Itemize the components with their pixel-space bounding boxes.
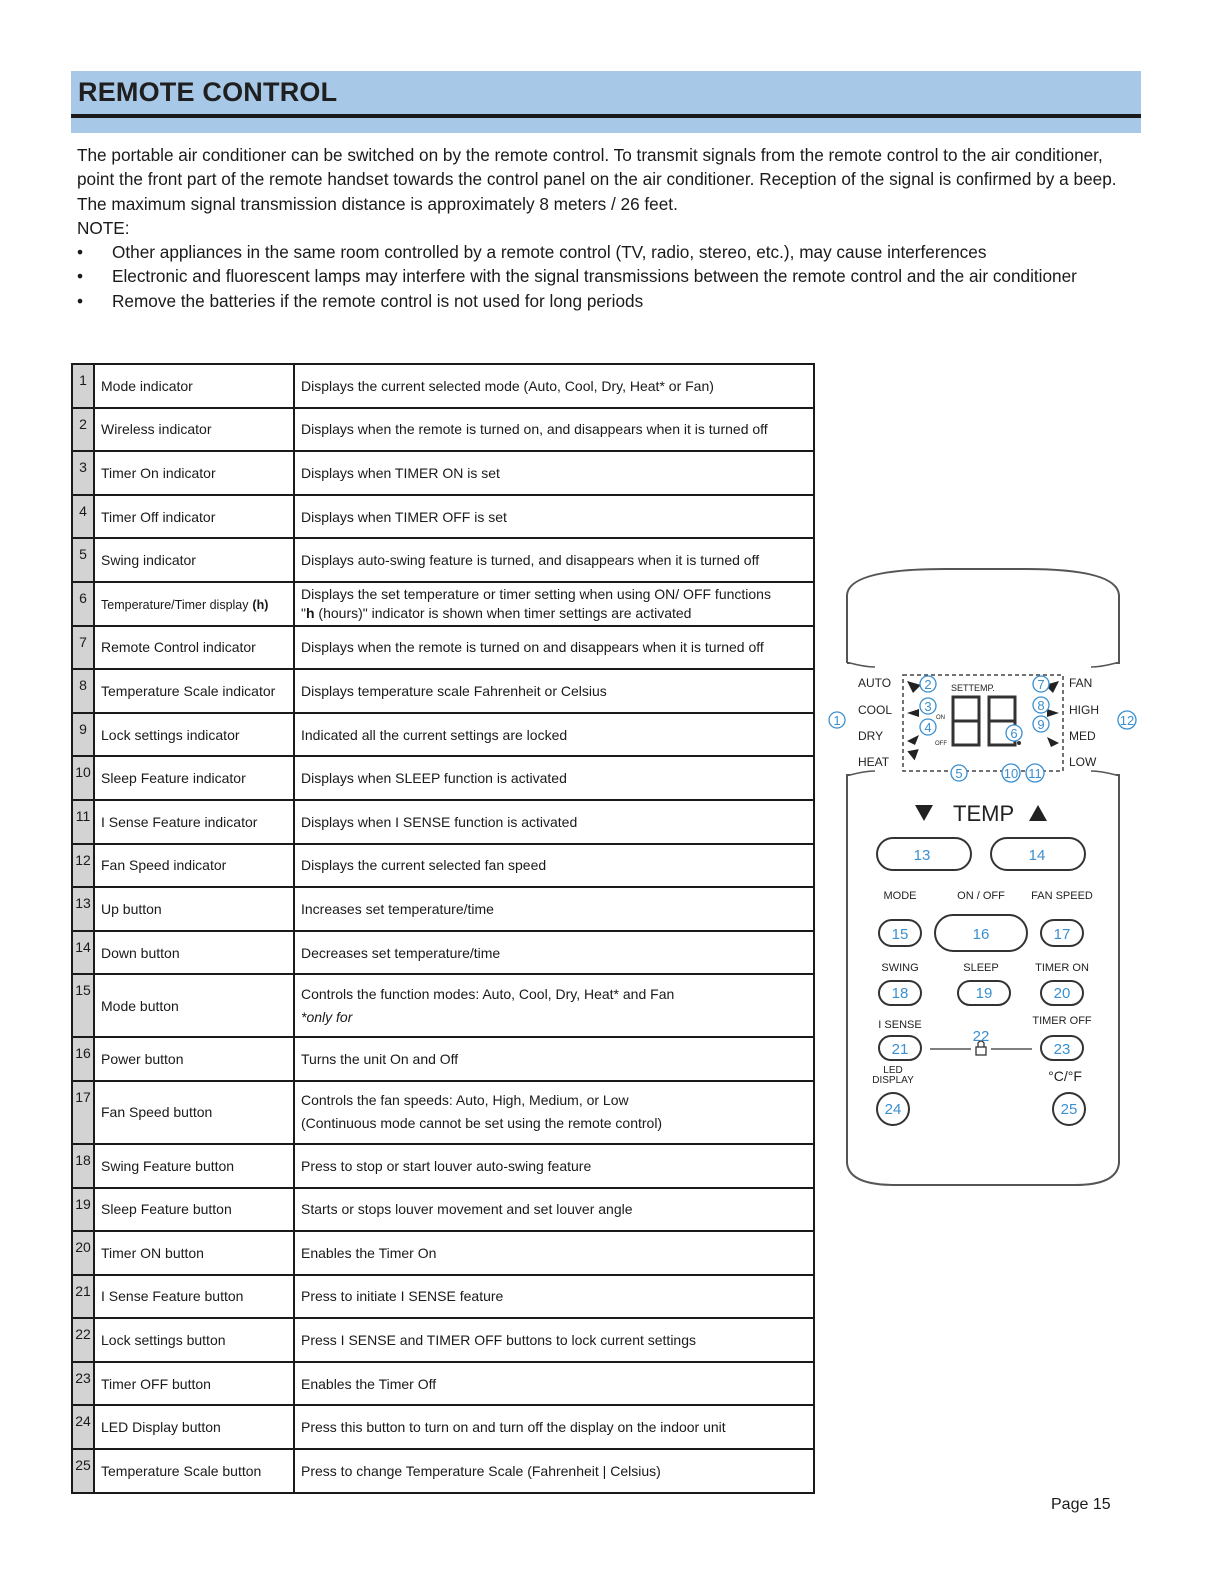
temp-down-arrow-icon xyxy=(915,805,933,821)
row-description xyxy=(294,1318,814,1362)
row-name: Swing Feature button xyxy=(94,1144,294,1188)
callout-13: 13 xyxy=(913,847,931,864)
fanspeed-button-label: FAN SPEED xyxy=(1031,890,1093,902)
speed-high: HIGH xyxy=(1069,703,1099,717)
callout-1: 1 xyxy=(833,713,841,728)
intro-paragraph: The portable air conditioner can be switched on by the remote control. To transmit signals from the remote control to the air conditioner, point the front part of the remote handset towards the control panel on the air conditioner. Reception of the signal is confirmed by a beep. The maximum signal transmission distance is approximately 8 meters / 26 feet. xyxy=(77,145,1117,214)
row-name: Timer Off indicator xyxy=(94,495,294,539)
table-row xyxy=(72,364,814,408)
page-number: Page 15 xyxy=(1051,1496,1111,1513)
callout-15: 15 xyxy=(891,926,909,943)
mode-auto: AUTO xyxy=(858,676,892,690)
row-description xyxy=(294,1231,814,1275)
table-row xyxy=(72,713,814,757)
row-number: 15 xyxy=(72,974,94,1037)
led-button-label: LED xyxy=(883,1065,903,1076)
callout-10: 10 xyxy=(1003,766,1019,781)
row-description xyxy=(294,974,814,1037)
display-button-label: DISPLAY xyxy=(872,1075,914,1086)
remote-control-diagram xyxy=(825,563,1145,1195)
table-row xyxy=(72,451,814,495)
row-description-line: (Continuous mode cannot be set using the remote control) xyxy=(301,1115,663,1132)
row-number: 14 xyxy=(72,931,94,975)
timeroff-button-label: TIMER OFF xyxy=(1032,1015,1092,1027)
table-row xyxy=(72,1144,814,1188)
row-number: 10 xyxy=(72,756,94,800)
table-row xyxy=(72,408,814,452)
row-number: 9 xyxy=(72,713,94,757)
row-description xyxy=(294,1188,814,1232)
row-number: 2 xyxy=(72,408,94,452)
callout-4: 4 xyxy=(924,720,932,735)
callout-19: 19 xyxy=(975,985,993,1002)
list-item: • Electronic and fluorescent lamps may interfere with the signal transmissions between the remote control and the air conditioner xyxy=(77,264,1117,288)
callout-22: 22 xyxy=(972,1028,990,1045)
row-description-line: Displays when SLEEP function is activated xyxy=(301,770,567,787)
callout-8: 8 xyxy=(1037,698,1045,713)
callout-16: 16 xyxy=(972,926,990,943)
row-description-line: Indicated all the current settings are locked xyxy=(301,726,568,743)
row-number: 11 xyxy=(72,800,94,844)
row-description xyxy=(294,1275,814,1319)
row-description xyxy=(294,1081,814,1144)
off-label: OFF xyxy=(935,741,947,747)
speed-low: LOW xyxy=(1069,755,1097,769)
intro-text xyxy=(77,143,1117,313)
row-name xyxy=(94,582,294,626)
callout-2: 2 xyxy=(924,677,932,692)
callout-7: 7 xyxy=(1037,677,1045,692)
on-label: ON xyxy=(936,715,945,721)
row-number: 17 xyxy=(72,1081,94,1144)
table-row xyxy=(72,1362,814,1406)
row-name: Timer ON button xyxy=(94,1231,294,1275)
row-description xyxy=(294,1405,814,1449)
temp-label: TEMP xyxy=(953,801,1015,826)
swing-button-label: SWING xyxy=(881,962,919,974)
speed-fan: FAN xyxy=(1069,676,1093,690)
row-number: 6 xyxy=(72,582,94,626)
row-name: Sleep Feature button xyxy=(94,1188,294,1232)
row-description-line: Displays temperature scale Fahrenheit or Celsius xyxy=(301,682,607,699)
row-description xyxy=(294,1362,814,1406)
row-name: Swing indicator xyxy=(94,538,294,582)
callout-14: 14 xyxy=(1028,847,1046,864)
row-name: Temperature Scale button xyxy=(94,1449,294,1493)
row-description-line: Displays when I SENSE function is activated xyxy=(301,813,578,830)
row-description xyxy=(294,408,814,452)
row-description-line: Decreases set temperature/time xyxy=(301,944,501,961)
table-row xyxy=(72,1275,814,1319)
set-temp-label: SETTEMP. xyxy=(951,683,995,693)
note-list xyxy=(77,240,1117,313)
row-description xyxy=(294,495,814,539)
row-description-line: Press to stop or start louver auto-swing feature xyxy=(301,1157,592,1174)
temperature-digits xyxy=(953,697,1018,745)
mode-button-label: MODE xyxy=(883,890,917,902)
row-name: Down button xyxy=(94,931,294,975)
table-row xyxy=(72,669,814,713)
sleep-button-label: SLEEP xyxy=(963,962,999,974)
remote-functions-table xyxy=(71,363,815,1494)
row-description xyxy=(294,582,814,626)
row-number: 20 xyxy=(72,1231,94,1275)
row-description-line: Press this button to turn on and turn off the display on the indoor unit xyxy=(301,1419,726,1436)
mode-heat: HEAT xyxy=(858,755,890,769)
row-name: LED Display button xyxy=(94,1405,294,1449)
callout-11: 11 xyxy=(1028,766,1042,781)
row-description-line: *only for xyxy=(301,1008,353,1025)
table-row xyxy=(72,887,814,931)
row-name: Wireless indicator xyxy=(94,408,294,452)
table-row xyxy=(72,626,814,670)
section-header xyxy=(71,71,1141,133)
row-description-line: Displays when the remote is turned on, and disappears when it is turned off xyxy=(301,421,768,438)
row-description xyxy=(294,887,814,931)
row-description-line: Press I SENSE and TIMER OFF buttons to lock current settings xyxy=(301,1332,697,1349)
row-name: Lock settings button xyxy=(94,1318,294,1362)
scale-button-label: °C/°F xyxy=(1048,1068,1082,1084)
table-row xyxy=(72,1405,814,1449)
row-description-line: Displays when the remote is turned on and disappears when it is turned off xyxy=(301,639,764,656)
table-row xyxy=(72,582,814,626)
row-description-line: Displays the set temperature or timer setting when using ON/ OFF functions xyxy=(301,585,771,602)
row-name-text: Temperature/Timer display xyxy=(101,597,249,612)
bullet-icon: • xyxy=(77,290,84,311)
row-number: 23 xyxy=(72,1362,94,1406)
speed-med: MED xyxy=(1069,729,1096,743)
onoff-button-label: ON / OFF xyxy=(957,890,1005,902)
callout-12: 12 xyxy=(1119,713,1135,728)
header-rule xyxy=(71,114,1141,118)
row-name: Lock settings indicator xyxy=(94,713,294,757)
table-row xyxy=(72,1081,814,1144)
row-number: 4 xyxy=(72,495,94,539)
row-description-line: Displays the current selected fan speed xyxy=(301,857,547,874)
row-number: 13 xyxy=(72,887,94,931)
row-description xyxy=(294,669,814,713)
row-description-line: Displays auto-swing feature is turned, and disappears when it is turned off xyxy=(301,552,760,569)
table-row xyxy=(72,800,814,844)
row-description-line: Controls the function modes: Auto, Cool, Dry, Heat* and Fan xyxy=(301,985,675,1002)
callout-25: 25 xyxy=(1060,1101,1078,1118)
row-description xyxy=(294,844,814,888)
row-description xyxy=(294,713,814,757)
callout-20: 20 xyxy=(1053,985,1071,1002)
row-name: Remote Control indicator xyxy=(94,626,294,670)
row-number: 12 xyxy=(72,844,94,888)
row-number: 21 xyxy=(72,1275,94,1319)
row-number: 22 xyxy=(72,1318,94,1362)
table-row xyxy=(72,495,814,539)
callout-5: 5 xyxy=(955,766,963,781)
row-name: Temperature Scale indicator xyxy=(94,669,294,713)
row-description-line: Enables the Timer On xyxy=(301,1244,437,1261)
row-number: 7 xyxy=(72,626,94,670)
row-description-line: Enables the Timer Off xyxy=(301,1375,437,1392)
row-description-line: Press to initiate I SENSE feature xyxy=(301,1288,504,1305)
row-description-line: Displays when TIMER ON is set xyxy=(301,464,500,481)
row-name: I Sense Feature button xyxy=(94,1275,294,1319)
row-number: 24 xyxy=(72,1405,94,1449)
list-item: • Other appliances in the same room controlled by a remote control (TV, radio, stereo, etc.), may cause interferences xyxy=(77,240,1117,264)
row-description-line: Press to change Temperature Scale (Fahrenheit | Celsius) xyxy=(301,1462,661,1479)
row-number: 25 xyxy=(72,1449,94,1493)
callout-23: 23 xyxy=(1053,1041,1071,1058)
table-row xyxy=(72,538,814,582)
table-row xyxy=(72,1037,814,1081)
bullet-icon: • xyxy=(77,266,84,287)
row-name: Timer OFF button xyxy=(94,1362,294,1406)
row-description xyxy=(294,538,814,582)
row-description xyxy=(294,1449,814,1493)
row-description-line: Turns the unit On and Off xyxy=(301,1051,459,1068)
row-name: Up button xyxy=(94,887,294,931)
table-row xyxy=(72,1231,814,1275)
callout-6: 6 xyxy=(1010,726,1018,741)
row-description-line: Displays the current selected mode (Auto, Cool, Dry, Heat* or Fan) xyxy=(301,377,714,394)
row-name: Fan Speed indicator xyxy=(94,844,294,888)
row-description-line: "h (hours)" indicator is shown when timer settings are activated xyxy=(301,604,692,621)
row-description xyxy=(294,1037,814,1081)
table-row xyxy=(72,974,814,1037)
row-name-suffix: (h) xyxy=(252,597,269,612)
row-name: Sleep Feature indicator xyxy=(94,756,294,800)
callout-21: 21 xyxy=(891,1041,909,1058)
row-name: Timer On indicator xyxy=(94,451,294,495)
row-description xyxy=(294,1144,814,1188)
table-row xyxy=(72,756,814,800)
callout-17: 17 xyxy=(1053,926,1071,943)
mode-cool: COOL xyxy=(858,703,893,717)
row-number: 3 xyxy=(72,451,94,495)
row-number: 16 xyxy=(72,1037,94,1081)
row-description xyxy=(294,931,814,975)
row-description xyxy=(294,451,814,495)
callout-24: 24 xyxy=(884,1101,902,1118)
row-description-line: Starts or stops louver movement and set louver angle xyxy=(301,1201,633,1218)
table-row xyxy=(72,1318,814,1362)
mode-dry: DRY xyxy=(858,729,884,743)
row-description xyxy=(294,364,814,408)
row-description xyxy=(294,800,814,844)
row-description-line: Controls the fan speeds: Auto, High, Medium, or Low xyxy=(301,1092,629,1109)
row-description xyxy=(294,756,814,800)
row-name: Power button xyxy=(94,1037,294,1081)
row-number: 5 xyxy=(72,538,94,582)
bullet-icon: • xyxy=(77,242,84,263)
row-name: Fan Speed button xyxy=(94,1081,294,1144)
row-number: 8 xyxy=(72,669,94,713)
table-row xyxy=(72,931,814,975)
isense-button-label: I SENSE xyxy=(878,1019,922,1031)
callout-9: 9 xyxy=(1037,717,1045,732)
row-name: I Sense Feature indicator xyxy=(94,800,294,844)
note-label: NOTE: xyxy=(77,217,130,238)
table-row xyxy=(72,1188,814,1232)
row-number: 1 xyxy=(72,364,94,408)
timeron-button-label: TIMER ON xyxy=(1035,962,1089,974)
row-number: 19 xyxy=(72,1188,94,1232)
page-title: REMOTE CONTROL xyxy=(78,77,338,107)
callout-18: 18 xyxy=(891,985,909,1002)
table-row xyxy=(72,1449,814,1493)
row-name: Mode button xyxy=(94,974,294,1037)
row-name: Mode indicator xyxy=(94,364,294,408)
list-item: • Remove the batteries if the remote control is not used for long periods xyxy=(77,289,1117,313)
row-description-line: Increases set temperature/time xyxy=(301,900,494,917)
callout-3: 3 xyxy=(924,699,932,714)
row-description-line: Displays when TIMER OFF is set xyxy=(301,508,507,525)
table-row xyxy=(72,844,814,888)
row-number: 18 xyxy=(72,1144,94,1188)
row-description xyxy=(294,626,814,670)
temp-up-arrow-icon xyxy=(1029,805,1047,821)
